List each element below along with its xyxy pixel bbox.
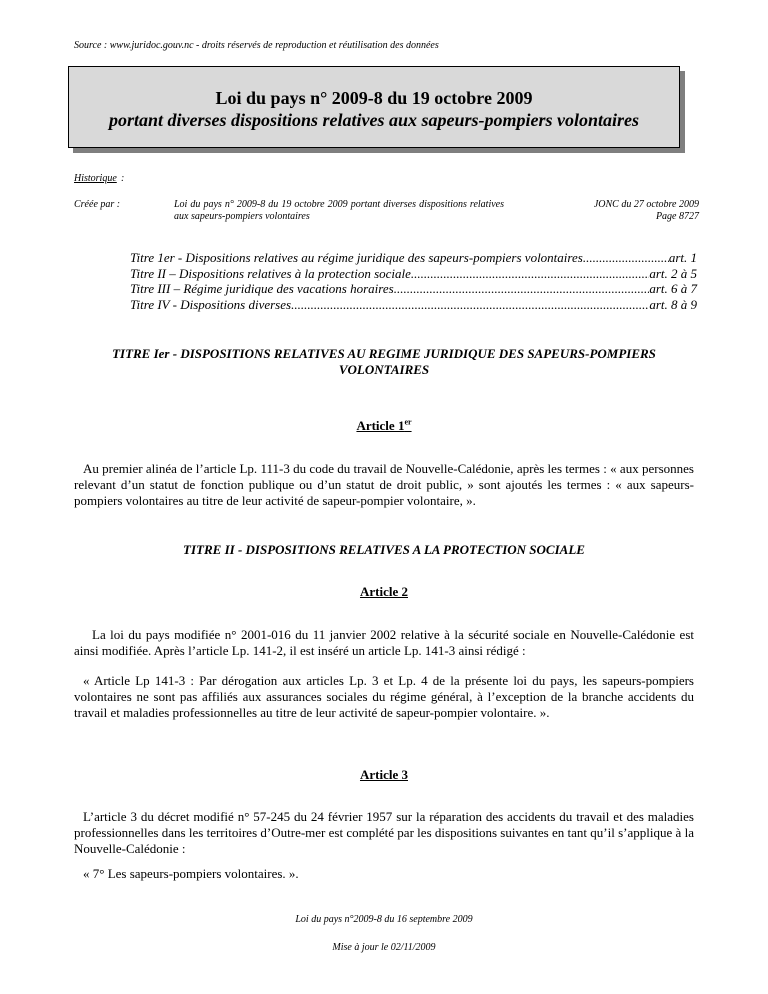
table-of-contents xyxy=(130,250,697,312)
law-title: Loi du pays n° 2009-8 du 19 octobre 2009 xyxy=(215,88,533,108)
toc-item[interactable]: Titre II – Dispositions relatives à la protection sociale ..... art. 2 à 5 xyxy=(130,266,697,282)
article-3-text: L’article 3 du décret modifié n° 57-245 du 24 février 1957 sur la réparation des accidents du travail et des maladies professionnelles dans les territoires d’Outre-mer est complété par les dispositions suivantes en tant qu’il s’applique à la Nouvelle-Calédonie : xyxy=(74,809,694,856)
article-2-quote: « Article Lp 141-3 : Par dérogation aux articles Lp. 3 et Lp. 4 de la présente loi du pays, les sapeurs-pompiers volontaires ne sont pas affiliés aux assurances sociales du régime général, à l’exception de la branche accidents du travail et maladies professionnelles au titre de leur activité de sapeur-pompier volontaire. ». xyxy=(74,673,694,720)
source-notice: Source : www.juridoc.gouv.nc - droits réservés de reproduction et réutilisation des données xyxy=(74,40,439,51)
footer-update-date: Mise à jour le 02/11/2009 xyxy=(332,942,436,953)
article-3-heading: Article 3 xyxy=(359,767,408,782)
titre2-heading: TITRE II - DISPOSITIONS RELATIVES A LA PROTECTION SOCIALE xyxy=(183,542,585,557)
law-subtitle: portant diverses dispositions relatives aux sapeurs-pompiers volontaires xyxy=(108,110,640,130)
historique-label: Historique xyxy=(74,173,117,184)
toc-item[interactable]: Titre IV - Dispositions diverses ..... art. 8 à 9 xyxy=(130,297,697,313)
article-1-heading: Article 1er xyxy=(356,418,412,434)
toc-leader xyxy=(583,250,669,266)
toc-leader xyxy=(394,281,650,297)
historique-colon: : xyxy=(121,173,125,184)
toc-item[interactable]: Titre III – Régime juridique des vacations horaires ..... art. 6 à 7 xyxy=(130,281,697,297)
titre1-heading: TITRE Ier - DISPOSITIONS RELATIVES AU REGIME JURIDIQUE DES SAPEURS-POMPIERS VOLONTAIRES xyxy=(112,346,656,377)
created-label: Créée par : xyxy=(74,199,121,210)
footer-law-reference: Loi du pays n°2009-8 du 16 septembre 2009 xyxy=(295,914,473,925)
toc-leader xyxy=(291,297,649,313)
article-2-heading: Article 2 xyxy=(359,584,408,599)
article-2-text: La loi du pays modifiée n° 2001-016 du 11 janvier 2002 relative à la sécurité sociale en Nouvelle-Calédonie est ainsi modifiée. Après l’article Lp. 141-2, il est inséré un article Lp. 141-3 ainsi rédigé : xyxy=(74,627,694,658)
jonc-date: JONC du 27 octobre 2009 xyxy=(593,199,699,210)
title-box xyxy=(68,66,680,148)
article-1-text: Au premier alinéa de l’article Lp. 111-3 du code du travail de Nouvelle-Calédonie, après les termes : « aux personnes relevant d’un statut de fonction publique ou d’un statut de droit public, » sont ajoutés les termes : « aux sapeurs-pompiers volontaires au titre de leur activité de sapeur-pompier volontaire, ». xyxy=(74,461,694,508)
jonc-reference xyxy=(594,199,699,223)
created-text: Loi du pays n° 2009-8 du 19 octobre 2009 portant diverses dispositions relatives aux sapeurs-pompiers volontaires xyxy=(174,199,504,222)
toc-leader xyxy=(411,266,649,282)
toc-item[interactable]: Titre 1er - Dispositions relatives au régime juridique des sapeurs-pompiers volontaires ..... art. 1 xyxy=(130,250,697,266)
article-3-quote: « 7° Les sapeurs-pompiers volontaires. ». xyxy=(83,866,299,881)
jonc-page: Page 8727 xyxy=(655,211,699,222)
